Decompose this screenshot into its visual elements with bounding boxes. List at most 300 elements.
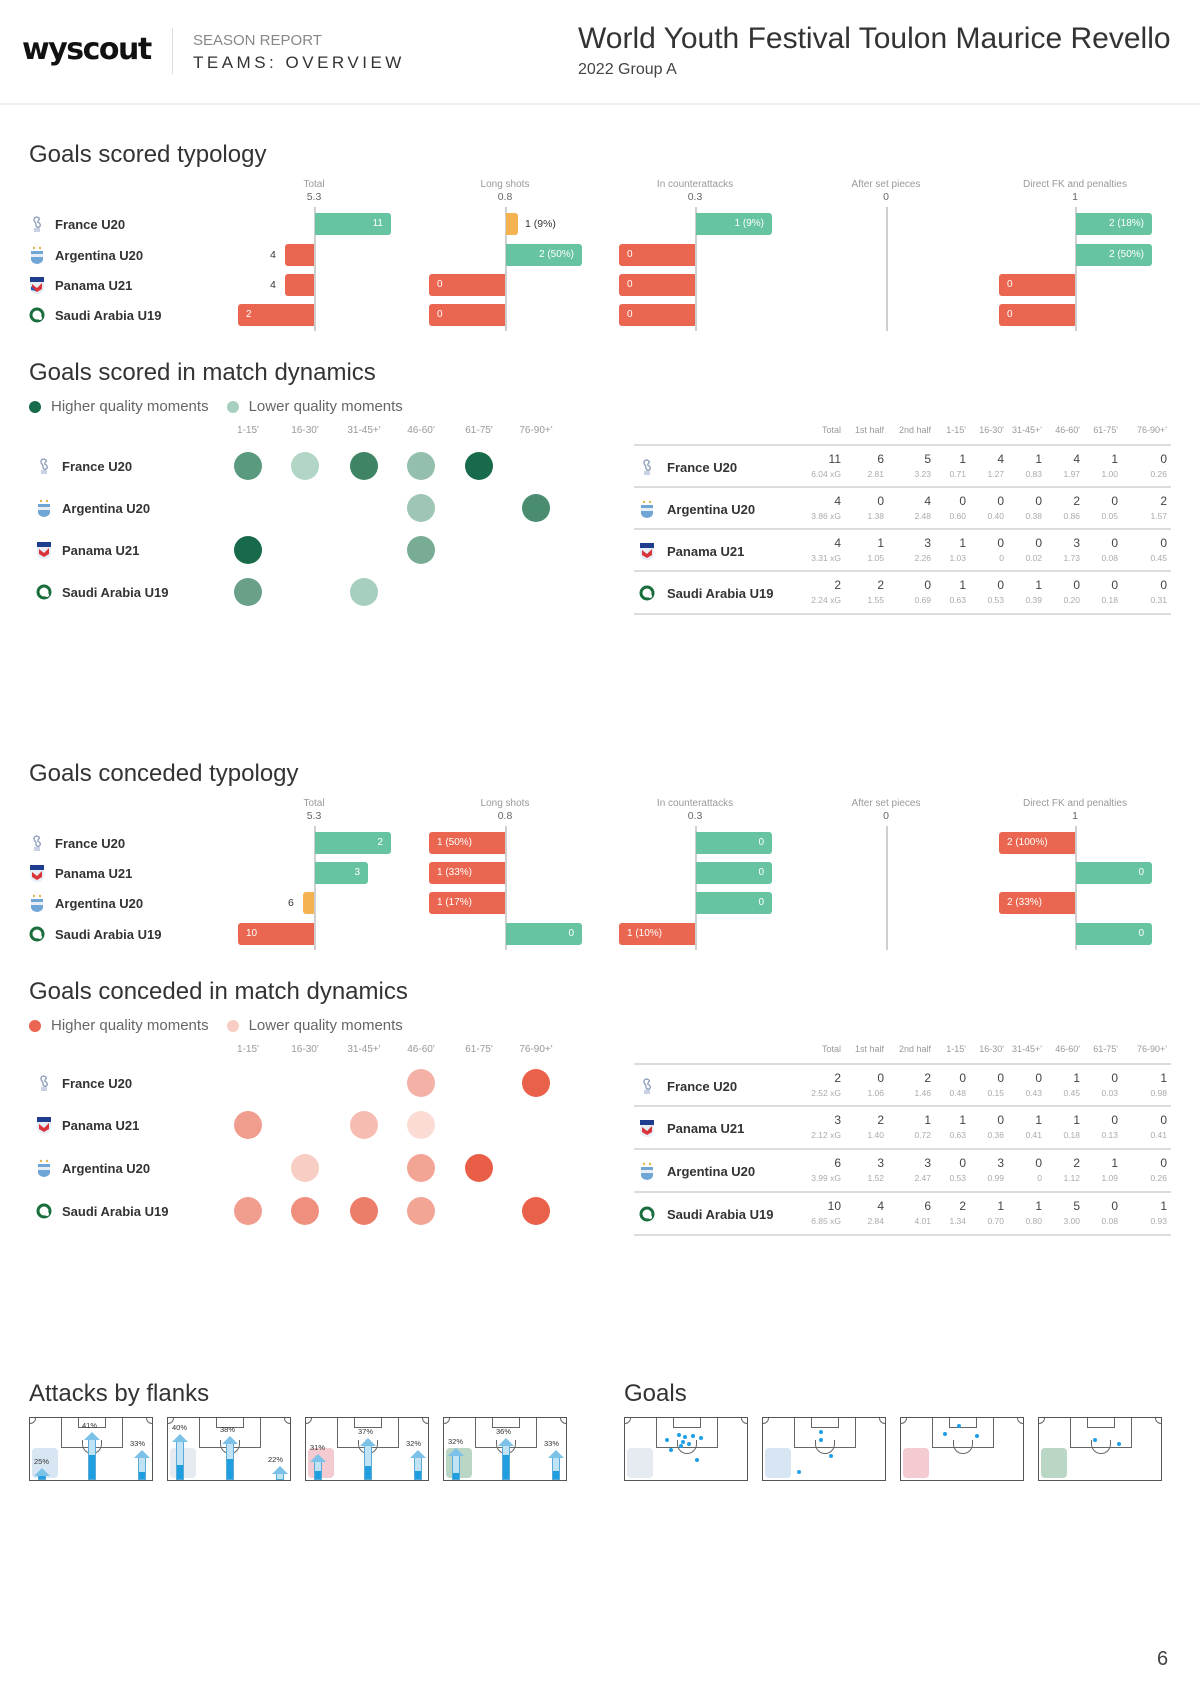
goal-shot-dot bbox=[699, 1436, 703, 1440]
table-cell-goals: 0 bbox=[997, 494, 1004, 508]
goals-pitch bbox=[900, 1417, 1024, 1481]
bar-long-shots: 1 (17%) bbox=[429, 892, 505, 914]
dynamics-dot bbox=[407, 494, 435, 522]
table-cell-goals: 0 bbox=[1111, 1113, 1118, 1127]
bar-total bbox=[285, 244, 314, 266]
bar-value: 6 bbox=[288, 897, 294, 909]
table-cell-goals: 0 bbox=[1035, 1071, 1042, 1085]
center-pct: 37% bbox=[358, 1427, 374, 1436]
team-name: Saudi Arabia U19 bbox=[667, 1206, 774, 1222]
table-cell-xg: 1.34 bbox=[949, 1216, 966, 1226]
goal-shot-dot bbox=[943, 1432, 947, 1436]
table-header: 16-30' bbox=[979, 1044, 1004, 1054]
table-cell-xg: 0.63 bbox=[949, 595, 966, 605]
table-cell-goals: 0 bbox=[1035, 1156, 1042, 1170]
legend-high-dot-icon bbox=[29, 1020, 41, 1032]
legend-low-label: Lower quality moments bbox=[248, 398, 403, 415]
table-cell-xg: 2.48 bbox=[914, 511, 931, 521]
table-cell-goals: 0 bbox=[1073, 578, 1080, 592]
table-cell-goals: 2 bbox=[877, 1113, 884, 1127]
table-cell-goals: 0 bbox=[959, 1071, 966, 1085]
table-cell-goals: 1 bbox=[1035, 452, 1042, 466]
table-cell-goals: 1 bbox=[1160, 1071, 1167, 1085]
period-header: 61-75' bbox=[465, 425, 493, 436]
table-cell-goals: 5 bbox=[924, 452, 931, 466]
left-flank-arrow-icon bbox=[314, 1460, 322, 1480]
team-label: France U20 bbox=[29, 832, 125, 854]
dynamics-dot bbox=[234, 536, 262, 564]
center-arrow-icon bbox=[364, 1444, 372, 1480]
table-cell-xg: 1.05 bbox=[867, 553, 884, 563]
team-watermark-icon bbox=[903, 1448, 929, 1478]
france-crest-icon bbox=[29, 834, 45, 852]
goal-shot-dot bbox=[679, 1444, 683, 1448]
table-cell-goals: 0 bbox=[1111, 1071, 1118, 1085]
table-cell-goals: 10 bbox=[827, 1199, 841, 1213]
table-cell-goals: 4 bbox=[997, 452, 1004, 466]
section-title-conceded-dynamics: Goals conceded in match dynamics bbox=[29, 978, 408, 1005]
table-cell-xg: 1.03 bbox=[949, 553, 966, 563]
dynamics-dot bbox=[407, 536, 435, 564]
table-header: 61-75' bbox=[1093, 1044, 1118, 1054]
table-cell-xg: 2.47 bbox=[914, 1173, 931, 1183]
legend-low-label: Lower quality moments bbox=[248, 1017, 403, 1034]
table-cell-xg: 3.31 xG bbox=[811, 553, 841, 563]
period-header: 46-60' bbox=[407, 1044, 435, 1055]
table-cell-goals: 1 bbox=[959, 1113, 966, 1127]
period-header: 31-45+' bbox=[347, 425, 381, 436]
table-cell-goals: 1 bbox=[1035, 1113, 1042, 1127]
goal-shot-dot bbox=[797, 1470, 801, 1474]
dynamics-dot bbox=[522, 494, 550, 522]
dynamics-dot bbox=[465, 1154, 493, 1182]
table-cell-goals: 0 bbox=[1160, 452, 1167, 466]
period-header: 76-90+' bbox=[519, 425, 553, 436]
table-cell-xg: 1.09 bbox=[1101, 1173, 1118, 1183]
table-cell-xg: 2.24 xG bbox=[811, 595, 841, 605]
bar-long-shots: 1 (50%) bbox=[429, 832, 505, 854]
table-cell-xg: 0.41 bbox=[1025, 1130, 1042, 1140]
bar-fk-penalties: 0 bbox=[1076, 923, 1152, 945]
goal-shot-dot bbox=[677, 1433, 681, 1437]
table-header: 2nd half bbox=[898, 1044, 931, 1054]
table-cell-xg: 1.27 bbox=[987, 469, 1004, 479]
table-header: 31-45+' bbox=[1012, 425, 1042, 435]
team-watermark-icon bbox=[1041, 1448, 1067, 1478]
flank-pitch bbox=[167, 1417, 291, 1481]
conceded-legend bbox=[29, 1017, 403, 1034]
bar-counterattacks: 0 bbox=[619, 274, 695, 296]
team-label: France U20 bbox=[29, 213, 125, 235]
table-cell-xg: 0.80 bbox=[1025, 1216, 1042, 1226]
goal-shot-dot bbox=[1117, 1442, 1121, 1446]
section-title-scored-dynamics: Goals scored in match dynamics bbox=[29, 359, 376, 386]
argentina-crest-icon bbox=[639, 1162, 655, 1180]
dynamics-dot bbox=[234, 1111, 262, 1139]
table-row-team bbox=[639, 1160, 755, 1182]
table-cell-xg: 1.46 bbox=[914, 1088, 931, 1098]
bar-long-shots: 1 (33%) bbox=[429, 862, 505, 884]
table-cell-xg: 0.53 bbox=[949, 1173, 966, 1183]
section-title-conceded-typology: Goals conceded typology bbox=[29, 760, 299, 787]
table-cell-xg: 3.00 bbox=[1063, 1216, 1080, 1226]
competition-title: World Youth Festival Toulon Maurice Revello bbox=[578, 22, 1171, 55]
bar-fk-penalties: 0 bbox=[999, 274, 1075, 296]
right-flank-arrow-icon bbox=[138, 1456, 146, 1480]
flank-pitch bbox=[29, 1417, 153, 1481]
page-number: 6 bbox=[1157, 1648, 1169, 1670]
bar-fk-penalties: 0 bbox=[1076, 862, 1152, 884]
bar-total bbox=[285, 274, 314, 296]
dynamics-dot bbox=[465, 452, 493, 480]
saudi-arabia-crest-icon bbox=[36, 1202, 52, 1220]
left-flank-arrow-icon bbox=[452, 1454, 460, 1480]
table-header: 16-30' bbox=[979, 425, 1004, 435]
france-crest-icon bbox=[29, 215, 45, 233]
table-cell-xg: 0.71 bbox=[949, 469, 966, 479]
saudi-arabia-crest-icon bbox=[29, 925, 45, 943]
right-flank-arrow-icon bbox=[414, 1456, 422, 1480]
bar-long-shots bbox=[506, 213, 518, 235]
center-arrow-icon bbox=[502, 1444, 510, 1480]
table-cell-xg: 0.99 bbox=[987, 1173, 1004, 1183]
table-cell-goals: 2 bbox=[1160, 494, 1167, 508]
table-cell-goals: 2 bbox=[834, 578, 841, 592]
table-cell-xg: 6.85 xG bbox=[811, 1216, 841, 1226]
table-cell-goals: 0 bbox=[1111, 578, 1118, 592]
table-cell-xg: 0.72 bbox=[914, 1130, 931, 1140]
col-head-fk-penalties: Direct FK and penalties 1 bbox=[1023, 798, 1127, 822]
table-cell-goals: 1 bbox=[924, 1113, 931, 1127]
panama-crest-icon bbox=[36, 541, 52, 559]
report-title: TEAMS: OVERVIEW bbox=[193, 53, 405, 72]
table-cell-xg: 0.15 bbox=[987, 1088, 1004, 1098]
bar-fk-penalties: 0 bbox=[999, 304, 1075, 326]
team-name: France U20 bbox=[667, 1078, 738, 1094]
col-head-total: Total 5.3 bbox=[303, 798, 325, 822]
table-header: 1-15' bbox=[946, 425, 966, 435]
table-cell-xg: 0.08 bbox=[1101, 553, 1118, 563]
table-cell-xg: 0.38 bbox=[1025, 511, 1042, 521]
legend-low-dot-icon bbox=[227, 1020, 239, 1032]
table-cell-xg: 3.99 xG bbox=[811, 1173, 841, 1183]
goal-shot-dot bbox=[691, 1434, 695, 1438]
bar-total bbox=[303, 892, 314, 914]
table-header: Total bbox=[821, 1044, 841, 1054]
header-divider bbox=[172, 28, 173, 74]
team-name: France U20 bbox=[667, 459, 738, 475]
table-cell-goals: 1 bbox=[1035, 1199, 1042, 1213]
center-pct: 41% bbox=[82, 1421, 98, 1430]
table-cell-xg: 2.26 bbox=[914, 553, 931, 563]
team-label: France U20 bbox=[36, 455, 132, 477]
period-header: 31-45+' bbox=[347, 1044, 381, 1055]
table-cell-xg: 0.40 bbox=[987, 511, 1004, 521]
table-cell-goals: 0 bbox=[1111, 494, 1118, 508]
goal-shot-dot bbox=[665, 1438, 669, 1442]
table-row-team bbox=[639, 540, 744, 562]
table-cell-xg: 1.73 bbox=[1063, 553, 1080, 563]
dynamics-dot bbox=[234, 578, 262, 606]
table-cell-xg: 0.60 bbox=[949, 511, 966, 521]
table-cell-xg: 0.98 bbox=[1150, 1088, 1167, 1098]
table-cell-goals: 3 bbox=[997, 1156, 1004, 1170]
saudi-arabia-crest-icon bbox=[36, 583, 52, 601]
table-cell-xg: 0.08 bbox=[1101, 1216, 1118, 1226]
table-cell-xg: 0.05 bbox=[1101, 511, 1118, 521]
panama-crest-icon bbox=[639, 1119, 655, 1137]
col-head-long-shots: Long shots 0.8 bbox=[480, 179, 530, 203]
table-divider bbox=[634, 444, 1171, 446]
col-head-set-pieces: After set pieces 0 bbox=[851, 798, 921, 822]
table-cell-xg: 0.70 bbox=[987, 1216, 1004, 1226]
col-head-set-pieces: After set pieces 0 bbox=[851, 179, 921, 203]
section-title-scored-typology: Goals scored typology bbox=[29, 141, 267, 168]
goal-shot-dot bbox=[975, 1434, 979, 1438]
legend-high-dot-icon bbox=[29, 401, 41, 413]
table-cell-goals: 6 bbox=[834, 1156, 841, 1170]
bar-counterattacks: 0 bbox=[619, 304, 695, 326]
panama-crest-icon bbox=[29, 276, 45, 294]
team-label: Panama U21 bbox=[29, 274, 132, 296]
table-row-team bbox=[639, 582, 773, 604]
table-cell-goals: 0 bbox=[1111, 1199, 1118, 1213]
table-cell-goals: 0 bbox=[1160, 578, 1167, 592]
table-header: 46-60' bbox=[1055, 425, 1080, 435]
center-pct: 36% bbox=[496, 1427, 512, 1436]
bar-long-shots: 2 (50%) bbox=[506, 244, 582, 266]
table-cell-goals: 3 bbox=[877, 1156, 884, 1170]
table-cell-goals: 1 bbox=[959, 578, 966, 592]
table-cell-goals: 0 bbox=[1160, 536, 1167, 550]
team-label: Saudi Arabia U19 bbox=[29, 923, 161, 945]
panama-crest-icon bbox=[639, 542, 655, 560]
left-flank-pct: 31% bbox=[310, 1443, 326, 1452]
dynamics-dot bbox=[350, 1111, 378, 1139]
team-label: Panama U21 bbox=[36, 539, 139, 561]
dynamics-dot bbox=[291, 1197, 319, 1225]
table-cell-goals: 0 bbox=[924, 578, 931, 592]
table-header: Total bbox=[821, 425, 841, 435]
argentina-crest-icon bbox=[29, 246, 45, 264]
table-cell-xg: 2.81 bbox=[867, 469, 884, 479]
col-head-counterattacks: In counterattacks 0.3 bbox=[656, 179, 734, 203]
table-cell-goals: 0 bbox=[997, 536, 1004, 550]
goal-shot-dot bbox=[819, 1430, 823, 1434]
table-cell-xg: 0.03 bbox=[1101, 1088, 1118, 1098]
bar-counterattacks: 0 bbox=[696, 862, 772, 884]
table-header: 1st half bbox=[854, 425, 884, 435]
legend-high-label: Higher quality moments bbox=[51, 1017, 209, 1034]
table-cell-xg: 0 bbox=[1037, 1173, 1042, 1183]
table-cell-goals: 4 bbox=[877, 1199, 884, 1213]
table-cell-goals: 4 bbox=[834, 494, 841, 508]
team-label: France U20 bbox=[36, 1072, 132, 1094]
left-flank-pct: 40% bbox=[172, 1423, 188, 1432]
table-cell-xg: 1.38 bbox=[867, 511, 884, 521]
saudi-arabia-crest-icon bbox=[639, 584, 655, 602]
bar-total: 2 bbox=[238, 304, 314, 326]
team-name: Argentina U20 bbox=[667, 501, 756, 517]
table-header: 61-75' bbox=[1093, 425, 1118, 435]
table-cell-xg: 1.12 bbox=[1063, 1173, 1080, 1183]
table-cell-xg: 0.43 bbox=[1025, 1088, 1042, 1098]
left-flank-pct: 32% bbox=[448, 1437, 464, 1446]
table-cell-goals: 0 bbox=[1111, 536, 1118, 550]
table-cell-xg: 2.84 bbox=[867, 1216, 884, 1226]
table-cell-goals: 1 bbox=[1073, 1113, 1080, 1127]
left-flank-arrow-icon bbox=[38, 1474, 46, 1480]
dynamics-dot bbox=[291, 1154, 319, 1182]
table-divider bbox=[634, 528, 1171, 530]
table-cell-xg: 1.55 bbox=[867, 595, 884, 605]
right-flank-pct: 22% bbox=[268, 1455, 284, 1464]
dynamics-dot bbox=[407, 1197, 435, 1225]
bar-total: 10 bbox=[238, 923, 314, 945]
table-cell-xg: 0.83 bbox=[1025, 469, 1042, 479]
table-cell-goals: 0 bbox=[997, 578, 1004, 592]
panama-crest-icon bbox=[29, 864, 45, 882]
table-cell-goals: 1 bbox=[1073, 1071, 1080, 1085]
france-crest-icon bbox=[639, 458, 655, 476]
bar-value: 4 bbox=[270, 249, 276, 261]
bar-fk-penalties: 2 (33%) bbox=[999, 892, 1075, 914]
saudi-arabia-crest-icon bbox=[639, 1205, 655, 1223]
table-cell-xg: 1.40 bbox=[867, 1130, 884, 1140]
dynamics-dot bbox=[350, 1197, 378, 1225]
table-cell-goals: 3 bbox=[924, 1156, 931, 1170]
goal-shot-dot bbox=[683, 1435, 687, 1439]
dynamics-dot bbox=[407, 1111, 435, 1139]
table-cell-xg: 3.86 xG bbox=[811, 511, 841, 521]
right-flank-pct: 33% bbox=[544, 1439, 560, 1448]
table-cell-xg: 0.13 bbox=[1101, 1130, 1118, 1140]
table-header: 1st half bbox=[854, 1044, 884, 1054]
table-divider bbox=[634, 570, 1171, 572]
table-divider bbox=[634, 1105, 1171, 1107]
center-arrow-icon bbox=[226, 1442, 234, 1480]
table-cell-xg: 0.39 bbox=[1025, 595, 1042, 605]
period-header: 1-15' bbox=[237, 1044, 259, 1055]
bar-total: 3 bbox=[315, 862, 368, 884]
table-cell-xg: 0.45 bbox=[1063, 1088, 1080, 1098]
center-pct: 38% bbox=[220, 1425, 236, 1434]
table-divider bbox=[634, 1148, 1171, 1150]
bar-long-shots: 0 bbox=[429, 304, 505, 326]
table-cell-xg: 0 bbox=[999, 553, 1004, 563]
table-cell-goals: 4 bbox=[924, 494, 931, 508]
bar-counterattacks: 0 bbox=[696, 832, 772, 854]
right-flank-arrow-icon bbox=[276, 1472, 284, 1480]
table-cell-goals: 1 bbox=[877, 536, 884, 550]
table-cell-xg: 0.31 bbox=[1150, 595, 1167, 605]
table-cell-goals: 3 bbox=[834, 1113, 841, 1127]
france-crest-icon bbox=[36, 1074, 52, 1092]
table-cell-goals: 4 bbox=[834, 536, 841, 550]
dynamics-dot bbox=[234, 452, 262, 480]
table-header: 46-60' bbox=[1055, 1044, 1080, 1054]
section-title-attacks-by-flanks: Attacks by flanks bbox=[29, 1380, 210, 1407]
argentina-crest-icon bbox=[29, 894, 45, 912]
team-label: Saudi Arabia U19 bbox=[29, 304, 161, 326]
col-head-counterattacks: In counterattacks 0.3 bbox=[656, 798, 734, 822]
table-cell-xg: 0.48 bbox=[949, 1088, 966, 1098]
team-label: Saudi Arabia U19 bbox=[36, 1200, 168, 1222]
team-label: Saudi Arabia U19 bbox=[36, 581, 168, 603]
goal-shot-dot bbox=[957, 1424, 961, 1428]
table-cell-xg: 0.18 bbox=[1101, 595, 1118, 605]
goal-shot-dot bbox=[1093, 1438, 1097, 1442]
goal-shot-dot bbox=[687, 1442, 691, 1446]
table-cell-xg: 0.20 bbox=[1063, 595, 1080, 605]
table-cell-xg: 3.23 bbox=[914, 469, 931, 479]
saudi-arabia-crest-icon bbox=[29, 306, 45, 324]
table-divider bbox=[634, 1063, 1171, 1065]
table-cell-goals: 1 bbox=[1111, 1156, 1118, 1170]
bar-value: 1 (9%) bbox=[525, 218, 556, 230]
table-cell-goals: 3 bbox=[924, 536, 931, 550]
table-cell-goals: 1 bbox=[997, 1199, 1004, 1213]
axis-set-pieces bbox=[886, 207, 888, 331]
table-cell-goals: 0 bbox=[877, 1071, 884, 1085]
right-flank-pct: 32% bbox=[406, 1439, 422, 1448]
table-row-team bbox=[639, 1203, 773, 1225]
left-flank-pct: 25% bbox=[34, 1457, 50, 1466]
period-header: 76-90+' bbox=[519, 1044, 553, 1055]
panama-crest-icon bbox=[36, 1116, 52, 1134]
argentina-crest-icon bbox=[36, 1159, 52, 1177]
table-cell-goals: 2 bbox=[959, 1199, 966, 1213]
table-row-team bbox=[639, 456, 737, 478]
left-flank-arrow-icon bbox=[176, 1440, 184, 1480]
dynamics-dot bbox=[407, 1069, 435, 1097]
table-header: 76-90+' bbox=[1137, 1044, 1167, 1054]
table-cell-xg: 1.00 bbox=[1101, 469, 1118, 479]
argentina-crest-icon bbox=[639, 500, 655, 518]
table-cell-goals: 0 bbox=[1035, 536, 1042, 550]
table-cell-xg: 0.36 bbox=[987, 1130, 1004, 1140]
table-row-team bbox=[639, 1075, 737, 1097]
table-header: 2nd half bbox=[898, 425, 931, 435]
team-watermark-icon bbox=[627, 1448, 653, 1478]
team-label: Argentina U20 bbox=[36, 497, 150, 519]
table-cell-xg: 0.45 bbox=[1150, 553, 1167, 563]
table-cell-xg: 1.06 bbox=[867, 1088, 884, 1098]
table-cell-goals: 0 bbox=[1035, 494, 1042, 508]
goal-shot-dot bbox=[669, 1448, 673, 1452]
table-divider bbox=[634, 486, 1171, 488]
table-cell-xg: 0.53 bbox=[987, 595, 1004, 605]
section-title-goals: Goals bbox=[624, 1380, 687, 1407]
table-cell-goals: 0 bbox=[959, 494, 966, 508]
table-cell-xg: 4.01 bbox=[914, 1216, 931, 1226]
table-cell-goals: 0 bbox=[997, 1071, 1004, 1085]
goals-pitch bbox=[624, 1417, 748, 1481]
table-cell-xg: 0.93 bbox=[1150, 1216, 1167, 1226]
team-name: Panama U21 bbox=[667, 1120, 745, 1136]
table-cell-goals: 1 bbox=[959, 452, 966, 466]
goal-shot-dot bbox=[819, 1438, 823, 1442]
period-header: 16-30' bbox=[291, 1044, 319, 1055]
france-crest-icon bbox=[36, 457, 52, 475]
bar-total: 11 bbox=[315, 213, 391, 235]
table-cell-xg: 2.12 xG bbox=[811, 1130, 841, 1140]
legend-low-dot-icon bbox=[227, 401, 239, 413]
goal-shot-dot bbox=[829, 1454, 833, 1458]
table-header: 76-90+' bbox=[1137, 425, 1167, 435]
table-cell-goals: 2 bbox=[834, 1071, 841, 1085]
table-cell-xg: 1.57 bbox=[1150, 511, 1167, 521]
